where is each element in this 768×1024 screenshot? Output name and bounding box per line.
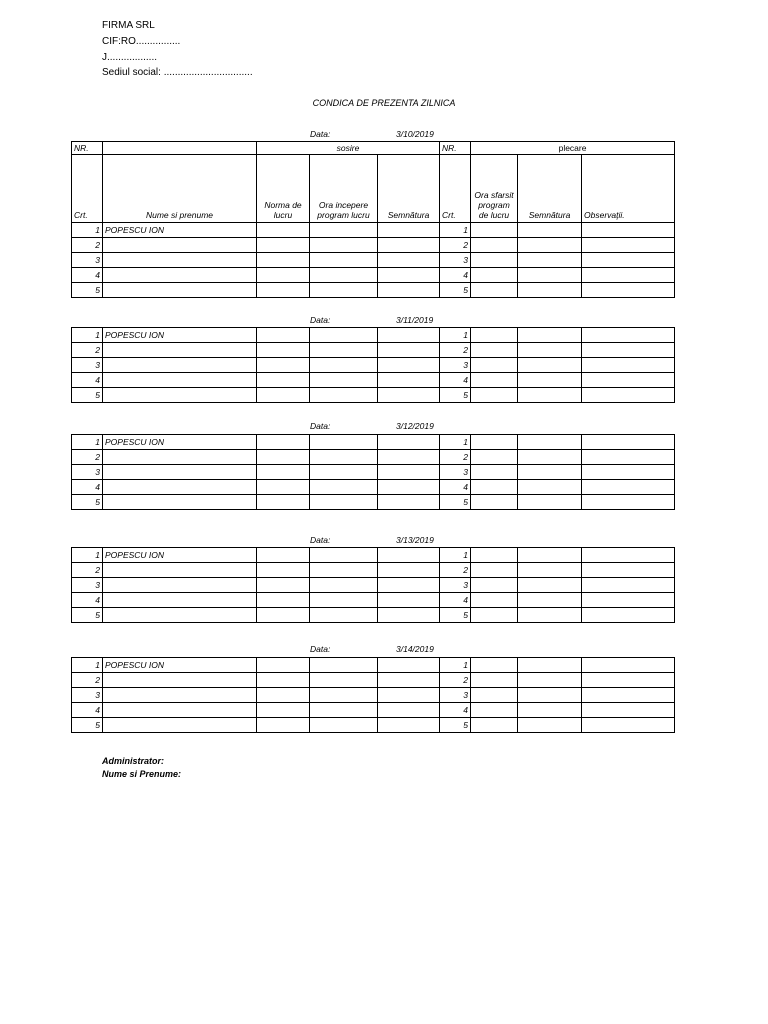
company-address: Sediul social: ................................ <box>102 67 253 78</box>
cell <box>378 450 440 465</box>
table-row <box>72 373 675 388</box>
cell <box>310 268 378 283</box>
row-nr: 3 <box>72 688 103 703</box>
row-nr-2: 3 <box>440 688 471 703</box>
row-name: POPESCU ION <box>103 328 257 343</box>
cell <box>310 495 378 510</box>
cell <box>310 658 378 673</box>
row-nr-2: 5 <box>440 718 471 733</box>
cell <box>257 688 310 703</box>
cell <box>310 435 378 450</box>
row-name <box>103 450 257 465</box>
cell <box>518 223 582 238</box>
table-row <box>72 343 675 358</box>
row-name <box>103 268 257 283</box>
blank-header-cell <box>103 142 257 155</box>
table-row <box>72 658 675 673</box>
cell <box>310 480 378 495</box>
row-nr: 3 <box>72 253 103 268</box>
attendance-table-day-5 <box>71 657 675 733</box>
cell <box>310 253 378 268</box>
row-nr-2: 5 <box>440 388 471 403</box>
cell <box>378 268 440 283</box>
table-row <box>72 223 675 238</box>
cell <box>378 563 440 578</box>
row-nr-2: 2 <box>440 238 471 253</box>
cell <box>518 703 582 718</box>
cell <box>471 343 518 358</box>
cell <box>518 268 582 283</box>
cell <box>257 328 310 343</box>
cell <box>518 688 582 703</box>
cell <box>518 450 582 465</box>
table-row <box>72 283 675 298</box>
cell <box>518 465 582 480</box>
row-nr-2: 2 <box>440 450 471 465</box>
row-nr-2: 1 <box>440 223 471 238</box>
cell <box>378 343 440 358</box>
cell <box>582 673 675 688</box>
table-row <box>72 465 675 480</box>
cell <box>582 435 675 450</box>
row-nr-2: 2 <box>440 563 471 578</box>
cell <box>518 343 582 358</box>
row-nr: 5 <box>72 608 103 623</box>
row-nr-2: 3 <box>440 358 471 373</box>
cell <box>582 688 675 703</box>
cell <box>257 435 310 450</box>
table-row <box>72 268 675 283</box>
row-nr: 3 <box>72 358 103 373</box>
row-nr-2: 4 <box>440 593 471 608</box>
row-nr-2: 3 <box>440 578 471 593</box>
cell <box>582 343 675 358</box>
row-name <box>103 718 257 733</box>
row-name <box>103 593 257 608</box>
table-row <box>72 688 675 703</box>
ora-incepere-header: Ora incepere program lucru <box>310 155 378 223</box>
cell <box>518 495 582 510</box>
row-name <box>103 495 257 510</box>
cell <box>518 593 582 608</box>
date-value: 3/12/2019 <box>396 421 434 431</box>
cell <box>471 658 518 673</box>
date-value: 3/10/2019 <box>396 129 434 139</box>
cell <box>310 608 378 623</box>
cell <box>310 593 378 608</box>
cell <box>310 343 378 358</box>
crt-header-2: Crt. <box>440 155 471 223</box>
company-cif: CIF:RO................ <box>102 36 181 47</box>
cell <box>582 238 675 253</box>
cell <box>378 548 440 563</box>
table-row <box>72 253 675 268</box>
row-nr-2: 2 <box>440 673 471 688</box>
attendance-table-day-3 <box>71 434 675 510</box>
cell <box>257 358 310 373</box>
cell <box>582 608 675 623</box>
table-row <box>72 578 675 593</box>
cell <box>471 450 518 465</box>
cell <box>257 480 310 495</box>
row-nr: 5 <box>72 388 103 403</box>
nume-header: Nume si prenume <box>103 155 257 223</box>
cell <box>310 563 378 578</box>
date-label: Data: <box>310 644 331 654</box>
cell <box>471 718 518 733</box>
row-name <box>103 358 257 373</box>
cell <box>378 578 440 593</box>
row-nr: 3 <box>72 578 103 593</box>
cell <box>257 703 310 718</box>
cell <box>378 388 440 403</box>
cell <box>378 358 440 373</box>
date-value: 3/11/2019 <box>396 315 434 325</box>
cell <box>582 718 675 733</box>
row-nr: 2 <box>72 563 103 578</box>
cell <box>257 608 310 623</box>
row-nr: 5 <box>72 495 103 510</box>
cell <box>378 328 440 343</box>
row-name <box>103 688 257 703</box>
table-row <box>72 703 675 718</box>
sosire-header: sosire <box>257 142 440 155</box>
cell <box>582 465 675 480</box>
row-name <box>103 283 257 298</box>
cell <box>471 465 518 480</box>
cell <box>310 703 378 718</box>
cell <box>378 673 440 688</box>
cell <box>582 328 675 343</box>
row-nr: 1 <box>72 223 103 238</box>
cell <box>310 373 378 388</box>
cell <box>471 268 518 283</box>
cell <box>257 495 310 510</box>
row-nr: 4 <box>72 703 103 718</box>
cell <box>471 328 518 343</box>
cell <box>518 388 582 403</box>
row-nr-2: 1 <box>440 435 471 450</box>
administrator-label: Administrator: <box>102 756 165 766</box>
cell <box>310 548 378 563</box>
cell <box>471 673 518 688</box>
cell <box>257 223 310 238</box>
cell <box>471 563 518 578</box>
cell <box>518 283 582 298</box>
row-name <box>103 480 257 495</box>
cell <box>257 388 310 403</box>
cell <box>378 495 440 510</box>
cell <box>471 703 518 718</box>
company-name: FIRMA SRL <box>102 20 155 31</box>
cell <box>518 563 582 578</box>
row-name <box>103 465 257 480</box>
cell <box>582 268 675 283</box>
cell <box>471 548 518 563</box>
cell <box>471 688 518 703</box>
cell <box>518 358 582 373</box>
cell <box>471 388 518 403</box>
row-nr: 4 <box>72 268 103 283</box>
cell <box>310 238 378 253</box>
cell <box>257 283 310 298</box>
table-row <box>72 495 675 510</box>
row-nr-2: 1 <box>440 328 471 343</box>
row-name <box>103 703 257 718</box>
row-nr: 5 <box>72 283 103 298</box>
cell <box>257 465 310 480</box>
cell <box>471 283 518 298</box>
cell <box>518 373 582 388</box>
cell <box>378 703 440 718</box>
date-label: Data: <box>310 129 331 139</box>
cell <box>582 373 675 388</box>
date-value: 3/14/2019 <box>396 644 434 654</box>
table-row <box>72 548 675 563</box>
cell <box>471 578 518 593</box>
cell <box>471 358 518 373</box>
date-label: Data: <box>310 421 331 431</box>
table-row <box>72 718 675 733</box>
table-row <box>72 358 675 373</box>
nr-header-2: NR. <box>440 142 471 155</box>
row-nr-2: 3 <box>440 253 471 268</box>
cell <box>378 283 440 298</box>
table-row <box>72 563 675 578</box>
cell <box>257 673 310 688</box>
cell <box>518 658 582 673</box>
row-nr-2: 5 <box>440 608 471 623</box>
row-name <box>103 253 257 268</box>
cell <box>582 480 675 495</box>
cell <box>471 593 518 608</box>
row-nr: 4 <box>72 373 103 388</box>
table-row <box>72 480 675 495</box>
semnatura-header: Semnătura <box>378 155 440 223</box>
row-nr: 1 <box>72 328 103 343</box>
cell <box>582 223 675 238</box>
cell <box>518 673 582 688</box>
row-name: POPESCU ION <box>103 658 257 673</box>
cell <box>518 253 582 268</box>
cell <box>378 465 440 480</box>
row-name <box>103 388 257 403</box>
cell <box>582 388 675 403</box>
cell <box>471 253 518 268</box>
row-nr: 1 <box>72 658 103 673</box>
row-nr: 1 <box>72 548 103 563</box>
date-label: Data: <box>310 535 331 545</box>
cell <box>378 718 440 733</box>
cell <box>471 238 518 253</box>
cell <box>518 718 582 733</box>
cell <box>471 608 518 623</box>
cell <box>518 608 582 623</box>
table-row <box>72 593 675 608</box>
row-nr: 3 <box>72 465 103 480</box>
cell <box>518 548 582 563</box>
cell <box>378 688 440 703</box>
row-nr-2: 1 <box>440 548 471 563</box>
cell <box>518 238 582 253</box>
row-nr: 2 <box>72 238 103 253</box>
company-registration: J.................. <box>102 52 158 63</box>
row-nr: 2 <box>72 673 103 688</box>
cell <box>378 435 440 450</box>
row-name: POPESCU ION <box>103 548 257 563</box>
table-row <box>72 608 675 623</box>
row-nr: 1 <box>72 435 103 450</box>
cell <box>582 358 675 373</box>
norma-header: Norma de lucru <box>257 155 310 223</box>
table-row <box>72 388 675 403</box>
cell <box>582 283 675 298</box>
date-label: Data: <box>310 315 331 325</box>
row-name <box>103 343 257 358</box>
row-nr-2: 5 <box>440 495 471 510</box>
cell <box>257 343 310 358</box>
cell <box>471 480 518 495</box>
table-row <box>72 450 675 465</box>
row-nr: 4 <box>72 593 103 608</box>
row-nr-2: 4 <box>440 480 471 495</box>
name-label: Nume si Prenume: <box>102 769 182 779</box>
row-nr-2: 4 <box>440 703 471 718</box>
row-name <box>103 673 257 688</box>
cell <box>310 578 378 593</box>
cell <box>310 328 378 343</box>
row-name: POPESCU ION <box>103 223 257 238</box>
cell <box>310 673 378 688</box>
cell <box>582 563 675 578</box>
cell <box>310 358 378 373</box>
cell <box>378 658 440 673</box>
cell <box>582 548 675 563</box>
row-name <box>103 578 257 593</box>
cell <box>582 593 675 608</box>
row-nr-2: 5 <box>440 283 471 298</box>
cell <box>378 593 440 608</box>
crt-header: Crt. <box>72 155 103 223</box>
cell <box>310 283 378 298</box>
document-title: CONDICA DE PREZENTA ZILNICA <box>312 98 456 108</box>
plecare-header: plecare <box>471 142 675 155</box>
cell <box>378 238 440 253</box>
row-nr-2: 2 <box>440 343 471 358</box>
cell <box>378 373 440 388</box>
row-nr-2: 3 <box>440 465 471 480</box>
cell <box>257 450 310 465</box>
row-nr-2: 1 <box>440 658 471 673</box>
row-nr-2: 4 <box>440 268 471 283</box>
attendance-table-day-1 <box>71 141 675 298</box>
cell <box>518 480 582 495</box>
table-row <box>72 435 675 450</box>
table-row <box>72 673 675 688</box>
cell <box>582 658 675 673</box>
cell <box>378 480 440 495</box>
table-row <box>72 238 675 253</box>
cell <box>257 373 310 388</box>
cell <box>378 253 440 268</box>
cell <box>518 578 582 593</box>
cell <box>257 548 310 563</box>
cell <box>378 223 440 238</box>
cell <box>257 593 310 608</box>
semnatura-header-2: Semnătura <box>518 155 582 223</box>
cell <box>257 268 310 283</box>
cell <box>257 253 310 268</box>
cell <box>471 373 518 388</box>
cell <box>518 328 582 343</box>
cell <box>310 450 378 465</box>
row-nr-2: 4 <box>440 373 471 388</box>
cell <box>471 495 518 510</box>
cell <box>257 578 310 593</box>
cell <box>378 608 440 623</box>
row-name: POPESCU ION <box>103 435 257 450</box>
row-name <box>103 373 257 388</box>
row-nr: 2 <box>72 450 103 465</box>
cell <box>310 223 378 238</box>
row-nr: 5 <box>72 718 103 733</box>
cell <box>582 450 675 465</box>
date-value: 3/13/2019 <box>396 535 434 545</box>
observatii-header: Observaţii. <box>582 155 675 223</box>
cell <box>310 688 378 703</box>
cell <box>257 563 310 578</box>
cell <box>582 703 675 718</box>
cell <box>582 495 675 510</box>
cell <box>310 465 378 480</box>
cell <box>310 718 378 733</box>
row-nr: 2 <box>72 343 103 358</box>
attendance-table-day-2 <box>71 327 675 403</box>
table-row <box>72 328 675 343</box>
cell <box>257 238 310 253</box>
cell <box>471 223 518 238</box>
row-nr: 4 <box>72 480 103 495</box>
ora-sfarsit-header: Ora sfarsit program de lucru <box>471 155 518 223</box>
cell <box>257 658 310 673</box>
cell <box>257 718 310 733</box>
cell <box>582 578 675 593</box>
nr-header: NR. <box>72 142 103 155</box>
cell <box>582 253 675 268</box>
cell <box>518 435 582 450</box>
attendance-table-day-4 <box>71 547 675 623</box>
row-name <box>103 608 257 623</box>
cell <box>310 388 378 403</box>
cell <box>471 435 518 450</box>
row-name <box>103 563 257 578</box>
row-name <box>103 238 257 253</box>
